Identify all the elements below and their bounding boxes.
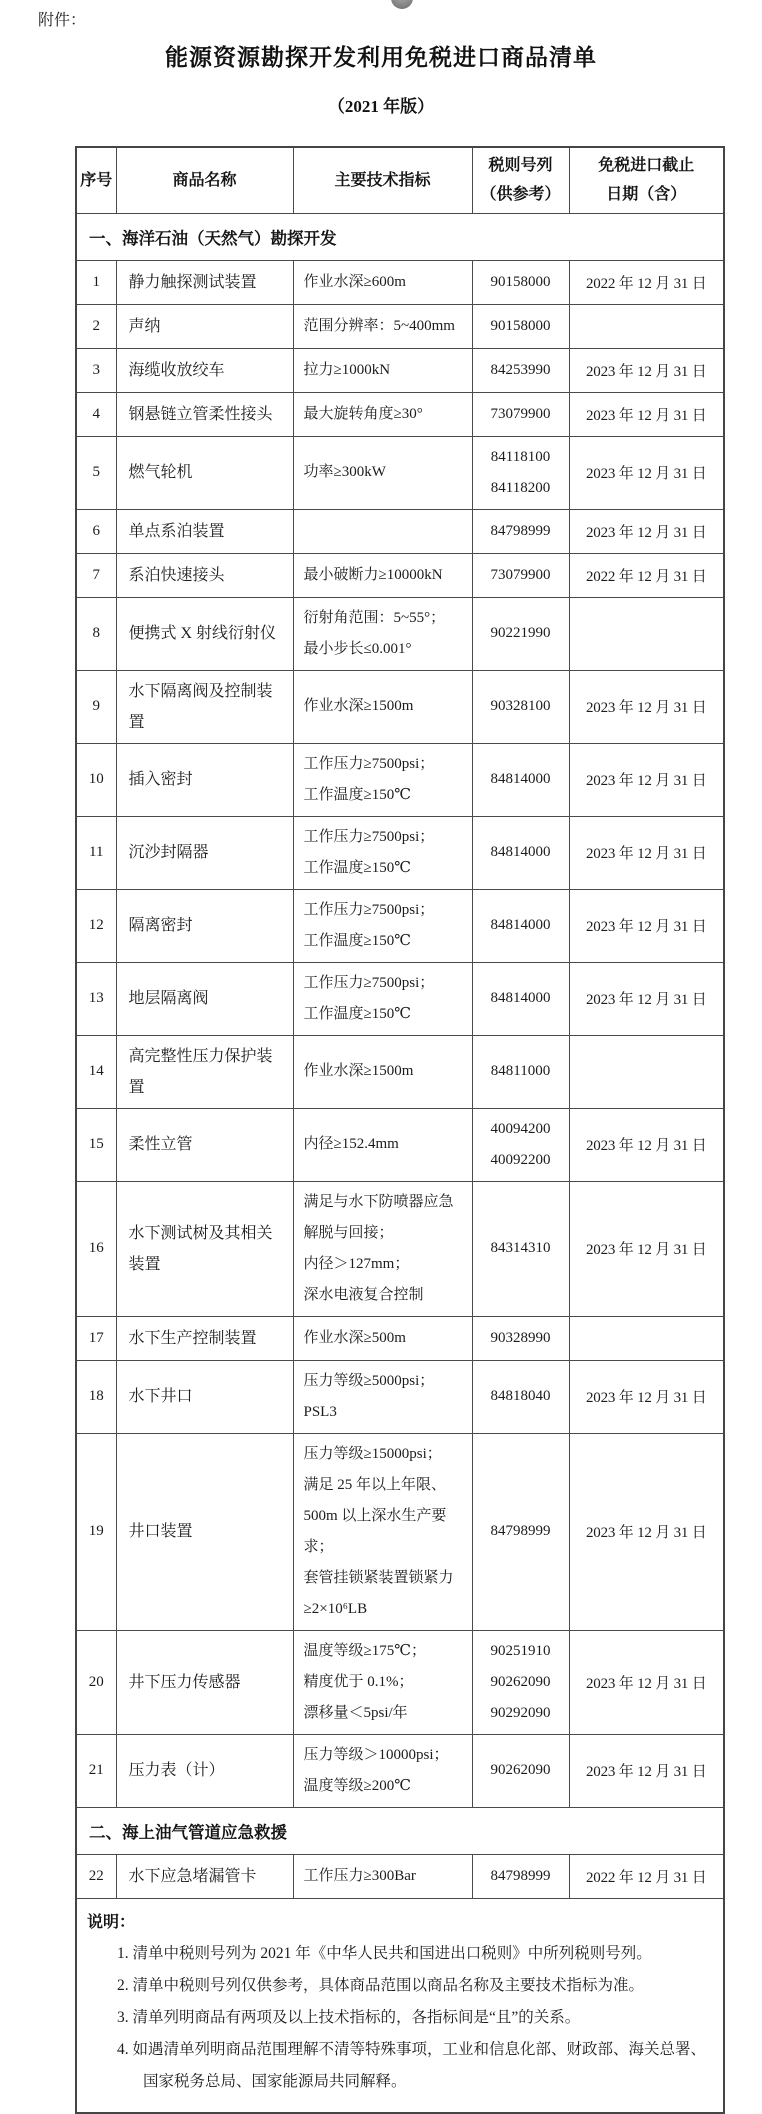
cell-deadline: 2023 年 12 月 31 日 bbox=[569, 436, 724, 509]
table-row bbox=[76, 553, 724, 597]
cell-no: 9 bbox=[76, 670, 116, 743]
cell-deadline bbox=[569, 597, 724, 670]
cell-no: 21 bbox=[76, 1734, 116, 1807]
table-row bbox=[76, 889, 724, 962]
tariff-code: 40092200 bbox=[490, 1151, 551, 1168]
tariff-code: 84118200 bbox=[490, 479, 551, 496]
cell-name: 压力表（计） bbox=[116, 1734, 293, 1807]
cell-no: 5 bbox=[76, 436, 116, 509]
cell-no: 7 bbox=[76, 553, 116, 597]
cell-deadline: 2022 年 12 月 31 日 bbox=[569, 553, 724, 597]
tariff-code: 90251910 bbox=[490, 1642, 551, 1659]
cell-codes bbox=[472, 597, 569, 670]
cell-name: 水下隔离阀及控制装置 bbox=[116, 670, 293, 743]
table-header-row bbox=[76, 147, 724, 213]
cell-no: 3 bbox=[76, 348, 116, 392]
cell-specs bbox=[293, 1360, 472, 1433]
cell-codes bbox=[472, 962, 569, 1035]
cell-deadline: 2023 年 12 月 31 日 bbox=[569, 1630, 724, 1734]
cell-specs bbox=[293, 392, 472, 436]
spec-line: 温度等级≥175℃； bbox=[303, 1642, 427, 1659]
cell-no: 1 bbox=[76, 260, 116, 304]
tariff-code: 90328990 bbox=[490, 1329, 551, 1346]
spec-line: 作业水深≥500m bbox=[303, 1329, 406, 1346]
cell-name: 燃气轮机 bbox=[116, 436, 293, 509]
header-line: 日期（含） bbox=[606, 186, 687, 204]
table-row bbox=[76, 436, 724, 509]
cell-no: 6 bbox=[76, 509, 116, 553]
cell-no: 11 bbox=[76, 816, 116, 889]
spec-line: 工作压力≥7500psi； bbox=[303, 974, 435, 991]
tariff-code: 90158000 bbox=[490, 317, 551, 334]
spec-line: 作业水深≥1500m bbox=[303, 1063, 414, 1079]
cell-specs bbox=[293, 1854, 472, 1898]
cell-specs bbox=[293, 348, 472, 392]
cell-codes bbox=[472, 509, 569, 553]
tariff-code: 73079900 bbox=[490, 405, 551, 422]
cell-specs bbox=[293, 1181, 472, 1316]
cell-specs bbox=[293, 1035, 472, 1108]
cell-name: 井下压力传感器 bbox=[116, 1630, 293, 1734]
spec-line: 漂移量＜5psi/年 bbox=[303, 1704, 408, 1721]
cell-name: 水下应急堵漏管卡 bbox=[116, 1854, 293, 1898]
header-line: 主要技术指标 bbox=[334, 171, 431, 189]
cell-name: 便携式 X 射线衍射仪 bbox=[116, 597, 293, 670]
section-label: 一、海洋石油（天然气）勘探开发 bbox=[76, 213, 724, 260]
cell-codes bbox=[472, 553, 569, 597]
cell-name: 水下井口 bbox=[116, 1360, 293, 1433]
cell-no: 4 bbox=[76, 392, 116, 436]
cell-codes bbox=[472, 304, 569, 348]
cell-name: 高完整性压力保护装置 bbox=[116, 1035, 293, 1108]
spec-line: 拉力≥1000kN bbox=[303, 361, 391, 378]
note-item: 1. 清单中税则号列为 2021 年《中华人民共和国进出口税则》中所列税则号列。 bbox=[117, 1944, 652, 1962]
table-row bbox=[76, 1433, 724, 1630]
cell-deadline bbox=[569, 1035, 724, 1108]
table-row bbox=[76, 1360, 724, 1433]
tariff-code: 90328100 bbox=[490, 698, 551, 714]
cell-codes bbox=[472, 260, 569, 304]
cell-no: 22 bbox=[76, 1854, 116, 1898]
cell-deadline: 2022 年 12 月 31 日 bbox=[569, 1854, 724, 1898]
tariff-code: 84118100 bbox=[490, 448, 551, 465]
spec-line: 温度等级≥200℃ bbox=[303, 1777, 412, 1794]
tariff-code: 84798999 bbox=[490, 1867, 551, 1884]
cell-specs bbox=[293, 1108, 472, 1181]
table-row bbox=[76, 260, 724, 304]
tariff-code: 84253990 bbox=[490, 361, 551, 378]
table-body bbox=[76, 213, 724, 2113]
spec-line: 满足与水下防喷器应急解脱与回接； bbox=[303, 1193, 454, 1241]
cell-codes bbox=[472, 1734, 569, 1807]
table-row bbox=[76, 1035, 724, 1108]
cell-name: 声纳 bbox=[116, 304, 293, 348]
cell-no: 12 bbox=[76, 889, 116, 962]
cell-name: 水下生产控制装置 bbox=[116, 1316, 293, 1360]
spec-line: 衍射角范围：5~55°； bbox=[303, 609, 446, 626]
cell-name: 海缆收放绞车 bbox=[116, 348, 293, 392]
cell-specs bbox=[293, 553, 472, 597]
table-row bbox=[76, 1630, 724, 1734]
cell-specs bbox=[293, 509, 472, 553]
tariff-code: 90158000 bbox=[490, 273, 551, 290]
cell-codes bbox=[472, 392, 569, 436]
spec-line: 工作压力≥300Bar bbox=[303, 1867, 416, 1884]
cell-name: 系泊快速接头 bbox=[116, 553, 293, 597]
spec-line: 满足 25 年以上年限、500m 以上深水生产要求； bbox=[303, 1476, 447, 1555]
table-row bbox=[76, 816, 724, 889]
cell-codes bbox=[472, 816, 569, 889]
goods-table bbox=[75, 146, 725, 2114]
cell-specs bbox=[293, 1316, 472, 1360]
cell-deadline: 2023 年 12 月 31 日 bbox=[569, 1734, 724, 1807]
cell-deadline: 2022 年 12 月 31 日 bbox=[569, 260, 724, 304]
cell-name: 钢悬链立管柔性接头 bbox=[116, 392, 293, 436]
table-row bbox=[76, 509, 724, 553]
note-item: 3. 清单列明商品有两项及以上技术指标的，各指标间是“且”的关系。 bbox=[117, 2008, 581, 2026]
spec-line: 工作温度≥150℃ bbox=[303, 859, 412, 876]
cell-deadline: 2023 年 12 月 31 日 bbox=[569, 816, 724, 889]
cell-no: 15 bbox=[76, 1108, 116, 1181]
table-row bbox=[76, 348, 724, 392]
cell-specs bbox=[293, 889, 472, 962]
tariff-code: 84814000 bbox=[490, 844, 551, 860]
cell-name: 井口装置 bbox=[116, 1433, 293, 1630]
cell-specs bbox=[293, 743, 472, 816]
cell-name: 沉沙封隔器 bbox=[116, 816, 293, 889]
cell-no: 14 bbox=[76, 1035, 116, 1108]
tariff-code: 84811000 bbox=[490, 1063, 551, 1079]
cell-deadline: 2023 年 12 月 31 日 bbox=[569, 670, 724, 743]
header-line: 免税进口截止 bbox=[598, 157, 695, 175]
tariff-code: 84814000 bbox=[490, 990, 551, 1006]
cell-deadline bbox=[569, 304, 724, 348]
cell-codes bbox=[472, 348, 569, 392]
cell-codes bbox=[472, 1360, 569, 1433]
cell-codes bbox=[472, 1433, 569, 1630]
cell-codes bbox=[472, 1181, 569, 1316]
tariff-code: 90262090 bbox=[490, 1762, 551, 1778]
cell-codes bbox=[472, 1630, 569, 1734]
cell-deadline: 2023 年 12 月 31 日 bbox=[569, 962, 724, 1035]
spec-line: 工作压力≥7500psi； bbox=[303, 828, 435, 845]
cell-codes bbox=[472, 1035, 569, 1108]
cell-no: 13 bbox=[76, 962, 116, 1035]
tariff-code: 84798999 bbox=[490, 1523, 551, 1539]
attachment-label: 附件： bbox=[38, 12, 87, 29]
cell-specs bbox=[293, 1734, 472, 1807]
spec-line: 工作温度≥150℃ bbox=[303, 786, 412, 803]
spec-line: 工作压力≥7500psi； bbox=[303, 755, 435, 772]
cell-specs bbox=[293, 597, 472, 670]
note-item: 4. 如遇清单列明商品范围理解不清等特殊事项，工业和信息化部、财政部、海关总署、国家税务总局、国家能源局共同解释。 bbox=[117, 2040, 707, 2090]
tariff-code: 90262090 bbox=[490, 1673, 551, 1690]
spec-line: 压力等级≥15000psi； bbox=[303, 1445, 442, 1462]
tariff-code: 84814000 bbox=[490, 917, 551, 933]
spec-line: 功率≥300kW bbox=[303, 464, 386, 480]
cell-codes bbox=[472, 889, 569, 962]
section-row bbox=[76, 1807, 724, 1854]
header-cell-2 bbox=[293, 147, 472, 213]
spec-line: 压力等级＞10000psi； bbox=[303, 1746, 449, 1763]
tariff-code: 84818040 bbox=[490, 1388, 551, 1404]
page-title: 能源资源勘探开发利用免税进口商品清单 bbox=[165, 45, 597, 70]
tariff-code: 90292090 bbox=[490, 1704, 551, 1721]
cell-specs bbox=[293, 1630, 472, 1734]
cell-no: 16 bbox=[76, 1181, 116, 1316]
spec-line: 最大旋转角度≥30° bbox=[303, 405, 423, 422]
spec-line: 最小破断力≥10000kN bbox=[303, 566, 443, 583]
cell-codes bbox=[472, 1108, 569, 1181]
spec-line: 深水电液复合控制 bbox=[303, 1286, 424, 1303]
spec-line: 工作温度≥150℃ bbox=[303, 1005, 412, 1022]
header-line: 序号 bbox=[80, 171, 113, 189]
cell-codes bbox=[472, 1854, 569, 1898]
cell-specs bbox=[293, 260, 472, 304]
cell-deadline: 2023 年 12 月 31 日 bbox=[569, 509, 724, 553]
cell-specs bbox=[293, 1433, 472, 1630]
cell-name: 地层隔离阀 bbox=[116, 962, 293, 1035]
cell-name: 隔离密封 bbox=[116, 889, 293, 962]
table-row bbox=[76, 392, 724, 436]
cell-name: 插入密封 bbox=[116, 743, 293, 816]
header-cell-0 bbox=[76, 147, 116, 213]
notes-cell bbox=[76, 1898, 724, 2113]
table-row bbox=[76, 1181, 724, 1316]
spec-line: 作业水深≥600m bbox=[303, 273, 406, 290]
tariff-code: 40094200 bbox=[490, 1120, 551, 1137]
tariff-code: 84798999 bbox=[490, 522, 551, 539]
spec-line: 压力等级≥5000psi； bbox=[303, 1372, 435, 1389]
cell-specs bbox=[293, 670, 472, 743]
spec-line: 作业水深≥1500m bbox=[303, 698, 414, 714]
cell-codes bbox=[472, 1316, 569, 1360]
tariff-code: 84814000 bbox=[490, 771, 551, 787]
header-cell-3 bbox=[472, 147, 569, 213]
tariff-code: 84314310 bbox=[490, 1240, 551, 1256]
cell-deadline: 2023 年 12 月 31 日 bbox=[569, 392, 724, 436]
cell-deadline bbox=[569, 1316, 724, 1360]
table-head bbox=[76, 147, 724, 213]
cell-deadline: 2023 年 12 月 31 日 bbox=[569, 1360, 724, 1433]
table-row bbox=[76, 1734, 724, 1807]
cell-specs bbox=[293, 816, 472, 889]
cell-specs bbox=[293, 962, 472, 1035]
cell-name: 柔性立管 bbox=[116, 1108, 293, 1181]
spec-line: 精度优于 0.1%； bbox=[303, 1673, 414, 1690]
table-row bbox=[76, 597, 724, 670]
spec-line: 内径≥152.4mm bbox=[303, 1136, 399, 1152]
header-cell-4 bbox=[569, 147, 724, 213]
cell-deadline: 2023 年 12 月 31 日 bbox=[569, 1433, 724, 1630]
cell-deadline: 2023 年 12 月 31 日 bbox=[569, 1108, 724, 1181]
table-row bbox=[76, 304, 724, 348]
spec-line: 内径＞127mm； bbox=[303, 1255, 410, 1272]
tariff-code: 73079900 bbox=[490, 566, 551, 583]
cell-codes bbox=[472, 670, 569, 743]
notes-row bbox=[76, 1898, 724, 2113]
header-line: （供参考） bbox=[480, 186, 561, 204]
table-row bbox=[76, 1108, 724, 1181]
table-row bbox=[76, 670, 724, 743]
cell-deadline: 2023 年 12 月 31 日 bbox=[569, 348, 724, 392]
table-row bbox=[76, 1854, 724, 1898]
cell-no: 17 bbox=[76, 1316, 116, 1360]
header-cell-1 bbox=[116, 147, 293, 213]
cell-codes bbox=[472, 743, 569, 816]
notes-label: 说明： bbox=[87, 1913, 136, 1931]
table-row bbox=[76, 1316, 724, 1360]
header-line: 税则号列 bbox=[488, 157, 553, 175]
spec-line: PSL3 bbox=[303, 1403, 337, 1420]
spec-line: 工作温度≥150℃ bbox=[303, 932, 412, 949]
cell-specs bbox=[293, 436, 472, 509]
cell-no: 8 bbox=[76, 597, 116, 670]
spec-line: 套管挂锁紧装置锁紧力≥2×10⁶LB bbox=[303, 1569, 454, 1617]
cell-name: 静力触探测试装置 bbox=[116, 260, 293, 304]
cell-deadline: 2023 年 12 月 31 日 bbox=[569, 889, 724, 962]
cell-no: 2 bbox=[76, 304, 116, 348]
note-item: 2. 清单中税则号列仅供参考，具体商品范围以商品名称及主要技术指标为准。 bbox=[117, 1976, 645, 1994]
cell-codes bbox=[472, 436, 569, 509]
table-row bbox=[76, 962, 724, 1035]
section-row bbox=[76, 213, 724, 260]
cell-name: 水下测试树及其相关装置 bbox=[116, 1181, 293, 1316]
header-line: 商品名称 bbox=[172, 171, 237, 189]
table-row bbox=[76, 743, 724, 816]
cell-deadline: 2023 年 12 月 31 日 bbox=[569, 1181, 724, 1316]
page-subtitle: （2021 年版） bbox=[327, 97, 435, 116]
cell-deadline: 2023 年 12 月 31 日 bbox=[569, 743, 724, 816]
cell-name: 单点系泊装置 bbox=[116, 509, 293, 553]
section-label: 二、海上油气管道应急救援 bbox=[76, 1807, 724, 1854]
cell-no: 18 bbox=[76, 1360, 116, 1433]
spec-line: 最小步长≤0.001° bbox=[303, 640, 412, 657]
cell-no: 20 bbox=[76, 1630, 116, 1734]
cell-no: 10 bbox=[76, 743, 116, 816]
tariff-code: 90221990 bbox=[490, 625, 551, 641]
spec-line: 工作压力≥7500psi； bbox=[303, 901, 435, 918]
cell-specs bbox=[293, 304, 472, 348]
spec-line: 范围分辨率：5~400mm bbox=[303, 317, 455, 334]
cell-no: 19 bbox=[76, 1433, 116, 1630]
